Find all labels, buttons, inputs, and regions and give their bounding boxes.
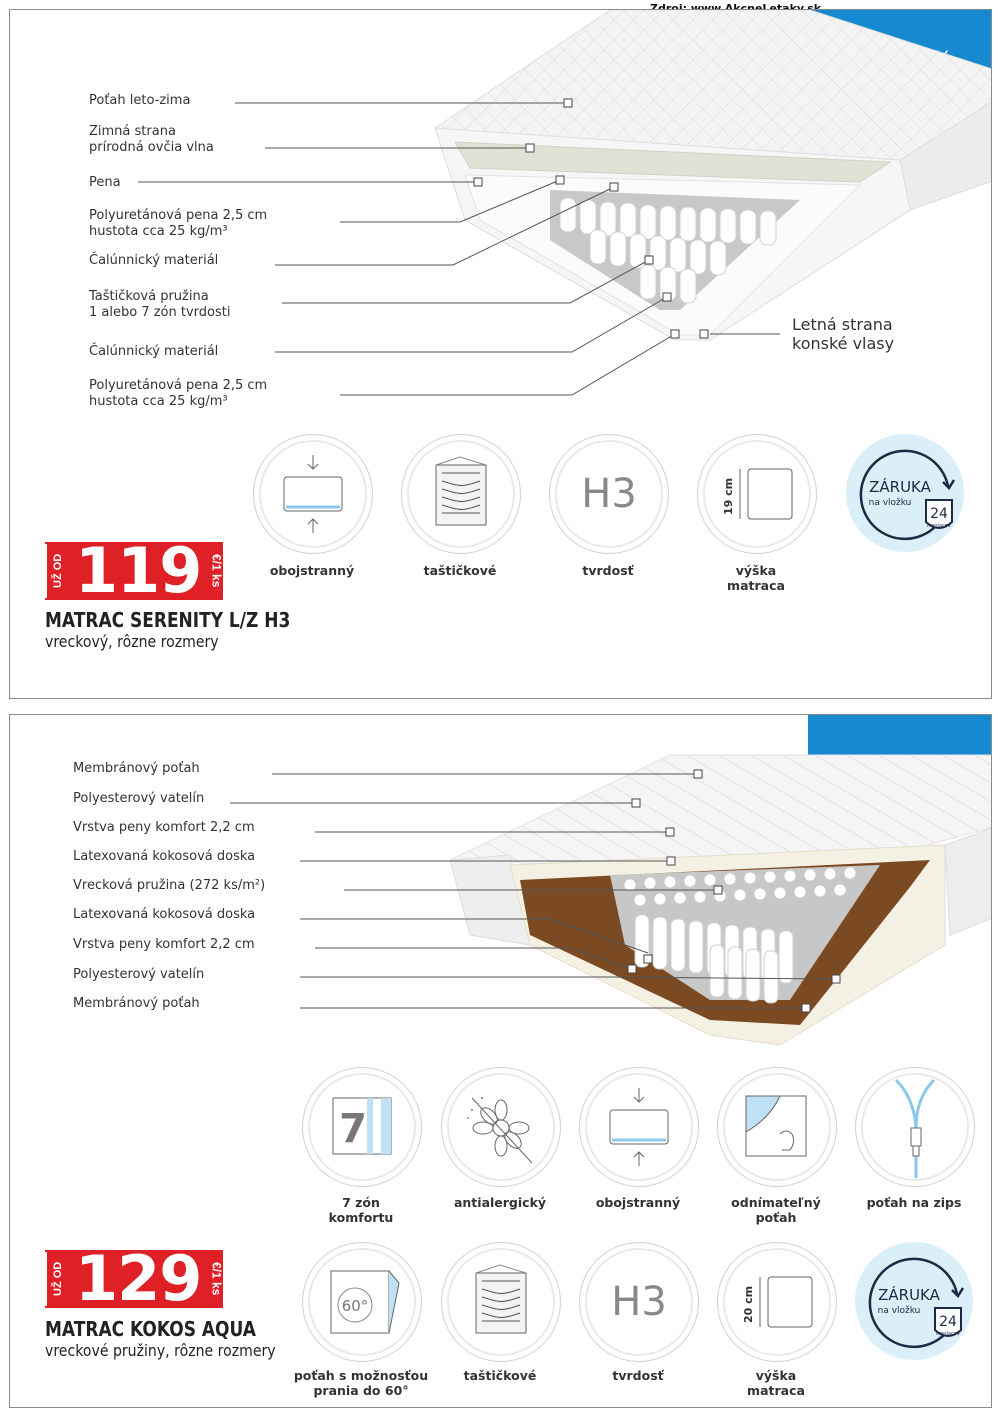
zipper-icon <box>855 1067 975 1187</box>
product-subtitle: vreckový, rôzne rozmery <box>45 632 219 651</box>
price-unit: €/1 ks <box>209 1262 224 1296</box>
hardness-icon <box>579 1242 699 1362</box>
zones-value: 7 <box>339 1106 367 1152</box>
kokos-label-comfort-foam-bottom: Vrstva peny komfort 2,2 cm <box>73 937 255 952</box>
layer-label-pu-foam-top: Polyuretánová pena 2,5 cm hustota cca 25 kg/m³ <box>89 208 268 239</box>
height-value: 20 cm <box>742 1285 755 1323</box>
warranty-badge <box>855 1242 973 1360</box>
hardness-value: H3 <box>611 1279 667 1325</box>
double-sided-icon <box>579 1067 699 1187</box>
caption-removable-cover: odnímateľný poťah <box>731 1195 821 1225</box>
hardness-icon <box>549 434 669 554</box>
price-badge <box>45 1242 224 1315</box>
double-sided-icon <box>253 434 373 554</box>
layer-label-pu-foam-bottom: Polyuretánová pena 2,5 cm hustota cca 25 kg/m³ <box>89 378 268 409</box>
warranty-months: 24 <box>939 1314 957 1330</box>
layer-label-upholstery-top: Čalúnnický materiál <box>89 253 219 268</box>
layer-label-cover: Poťah leto-zima <box>89 93 191 108</box>
caption-hardness: tvrdosť <box>612 1368 664 1383</box>
hardness-value: H3 <box>581 471 637 517</box>
caption-pocket-spring: taštičkové <box>463 1368 537 1383</box>
price-unit: €/1 ks <box>209 554 224 588</box>
caption-height: výška matraca <box>747 1368 805 1398</box>
caption-double-sided: obojstranný <box>595 1195 681 1210</box>
warranty-title: ZÁRUKA <box>878 1286 940 1304</box>
kokos-label-coconut-bottom: Latexovaná kokosová doska <box>73 907 256 922</box>
height-icon <box>717 1242 837 1362</box>
price-value: 129 <box>75 1242 202 1315</box>
wash-temperature: 60° <box>341 1297 369 1315</box>
kokos-label-membrane-top: Membránový poťah <box>73 761 200 776</box>
pocket-spring-icon <box>401 434 521 554</box>
product-subtitle: vreckové pružiny, rôzne rozmery <box>45 1341 276 1360</box>
caption-zipper: poťah na zips <box>866 1195 962 1210</box>
kokos-label-membrane-bottom: Membránový poťah <box>73 996 200 1011</box>
price-badge <box>45 534 224 607</box>
caption-double-sided: obojstranný <box>269 563 355 578</box>
warranty-months-label: mesiacov <box>927 523 951 529</box>
price-prefix: UŽ OD <box>45 544 69 598</box>
caption-hardness: tvrdosť <box>582 563 634 578</box>
pocket-spring-icon <box>441 1242 561 1362</box>
wash-60-icon <box>302 1242 422 1362</box>
warranty-sub: na vložku <box>868 498 912 508</box>
price-prefix: UŽ OD <box>45 1252 69 1306</box>
warranty-months: 24 <box>930 506 948 522</box>
product-title: MATRAC SERENITY L/Z H3 <box>45 608 291 632</box>
price-value: 119 <box>75 534 202 607</box>
removable-cover-icon <box>717 1067 837 1187</box>
seven-zones-icon <box>302 1067 422 1187</box>
kokos-label-pocket-spring: Vrecková pružina (272 ks/m²) <box>73 878 266 893</box>
antiallergic-icon <box>441 1067 561 1187</box>
kokos-label-wadding-bottom: Polyesterový vatelín <box>73 967 205 982</box>
caption-antiallergic: antialergický <box>453 1195 547 1210</box>
warranty-months-label: mesiacov <box>936 1331 960 1337</box>
caption-wash-60: poťah s možnosťou prania do 60° <box>293 1368 429 1398</box>
kokos-label-wadding-top: Polyesterový vatelín <box>73 791 205 806</box>
layer-label-upholstery-bottom: Čalúnnický materiál <box>89 344 219 359</box>
layer-label-foam: Pena <box>89 175 121 190</box>
caption-height: výška matraca <box>727 563 785 593</box>
warranty-title: ZÁRUKA <box>869 478 931 496</box>
layer-label-pocket-spring: Taštičková pružina 1 alebo 7 zón tvrdosti <box>89 289 231 320</box>
warranty-badge <box>846 434 964 552</box>
layer-label-summer-side: Letná strana konské vlasy <box>792 315 895 353</box>
kokos-label-coconut-top: Latexovaná kokosová doska <box>73 849 256 864</box>
layer-label-winter-side: Zimná strana prírodná ovčia vlna <box>89 124 214 155</box>
kokos-aqua-panel <box>9 714 992 1408</box>
caption-pocket-spring: taštičkové <box>423 563 497 578</box>
kokos-label-comfort-foam-top: Vrstva peny komfort 2,2 cm <box>73 820 255 835</box>
serenity-panel <box>9 9 992 699</box>
height-icon <box>697 434 817 554</box>
height-value: 19 cm <box>722 477 735 515</box>
warranty-sub: na vložku <box>877 1306 921 1316</box>
product-title: MATRAC KOKOS AQUA <box>45 1317 256 1341</box>
caption-seven-zones: 7 zón komfortu <box>328 1195 394 1225</box>
